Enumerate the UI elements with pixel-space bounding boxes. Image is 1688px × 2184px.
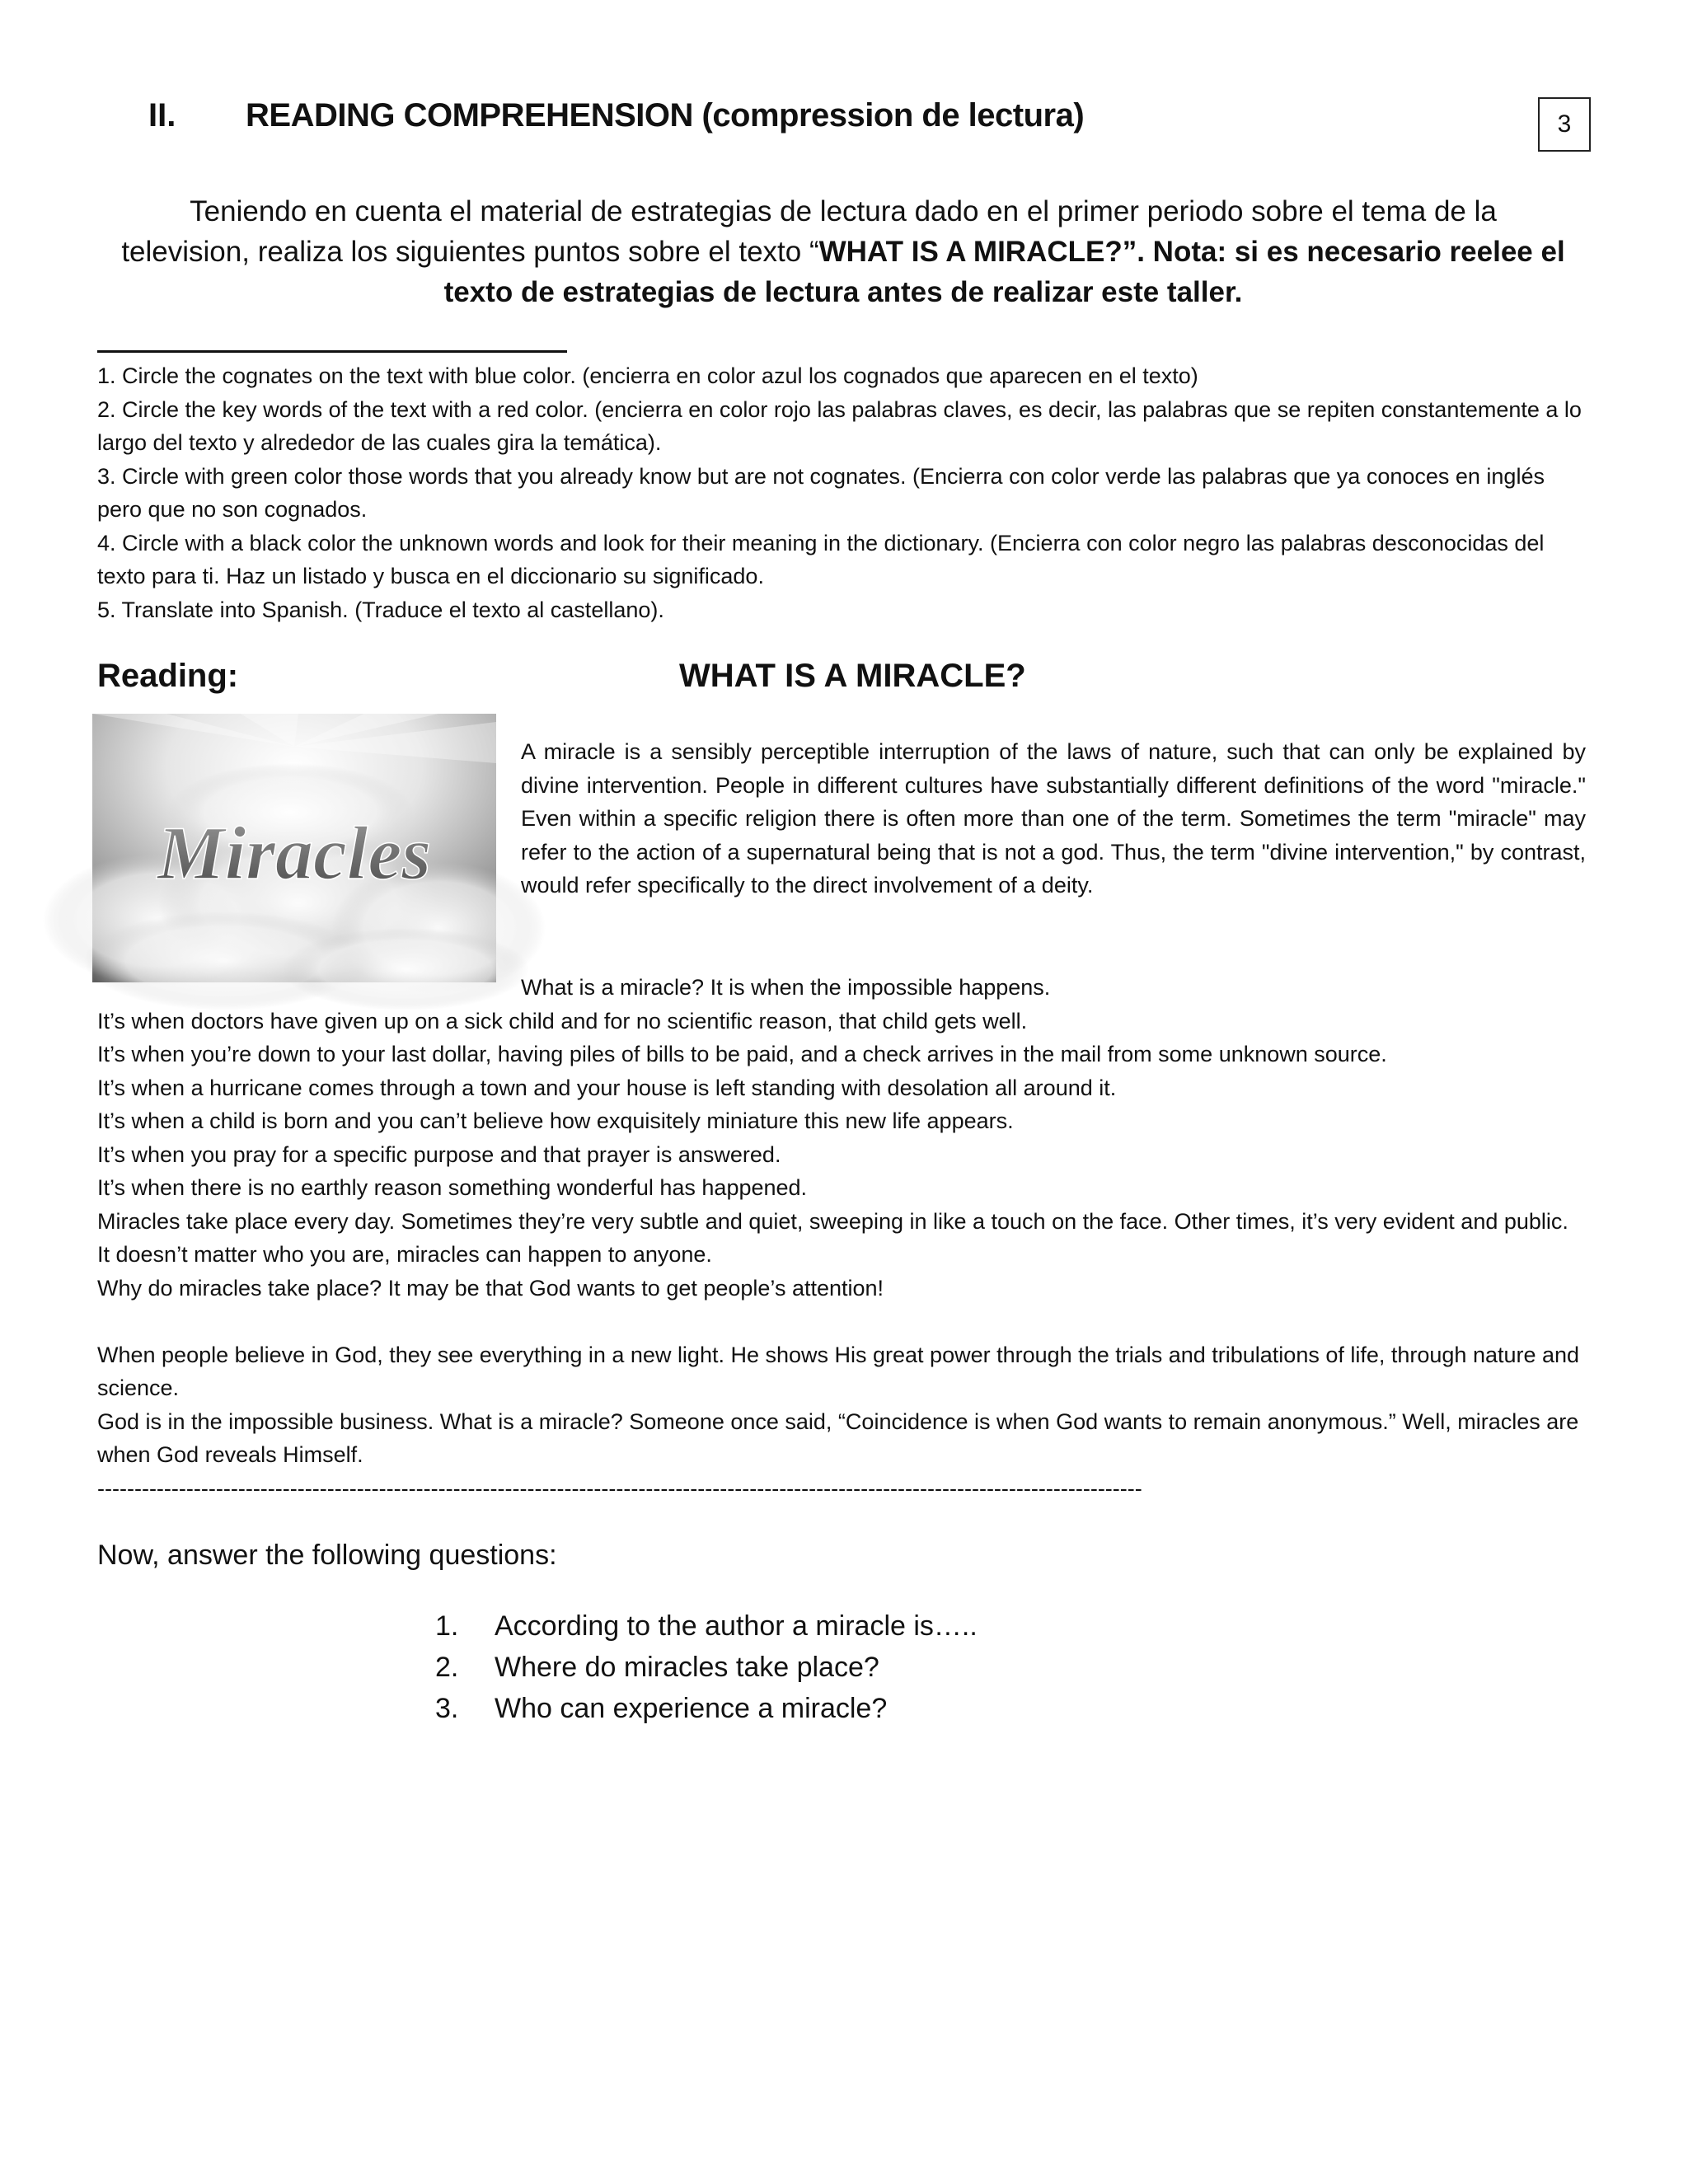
paragraph-text: A miracle is a sensibly perceptible interruption of the laws of nature, such that can only be explained by divine intervention. People in different cultures have substantially different definitions of the word "miracle." Even within a specific religion there is often more than one of the term. Sometimes the term "miracle" may refer to the action of a supernatural being that is not a god. Thus, the term "divine intervention," by contrast, would refer specifically to the direct involvement of a deity. <box>521 739 1586 898</box>
question-number: 3. <box>435 1693 459 1724</box>
question-number: 2. <box>435 1652 459 1683</box>
question-text: Who can experience a miracle? <box>495 1693 888 1724</box>
instruction-item: 3. Circle with green color those words that you already know but are not cognates. (Encierra con color verde las palabras que ya conoces en inglés pero que no son cognados. <box>97 463 1545 522</box>
intro-line-1: Teniendo en cuenta el material de estrategias de lectura dado en el primer periodo sobre el tema de la <box>190 195 1497 227</box>
miracles-cloud-picture <box>92 714 496 982</box>
question-text: Where do miracles take place? <box>495 1652 879 1683</box>
section-title: READING COMPREHENSION (compression de lectura) <box>246 97 1085 134</box>
body-line: God is in the impossible business. What is a miracle? Someone once said, “Coincidence is when God wants to remain anonymous.” Well, miracles are when God reveals Himself. <box>97 1408 1579 1467</box>
body-line: It’s when you pray for a specific purpose and that prayer is answered. <box>97 1141 781 1167</box>
reading-label: Reading: <box>97 658 239 694</box>
question-number: 1. <box>435 1610 459 1642</box>
intro-bold-text: WHAT IS A MIRACLE?”. Nota: si es necesario reelee el texto de estrategias de lectura antes de realizar este taller. <box>443 236 1565 308</box>
dashed-separator: --------------------------------------------------------------------------------------------------------------------------------------------- <box>97 1475 1142 1501</box>
body-line: It’s when a child is born and you can’t believe how exquisitely miniature this new life appears. <box>97 1108 1014 1133</box>
question-item <box>435 1688 978 1729</box>
intro-line-2: television, realiza los siguientes puntos sobre el texto “ <box>121 236 819 268</box>
body-line: When people believe in God, they see everything in a new light. He shows His great power through the trials and tribulations of life, through nature and science. <box>97 1342 1580 1400</box>
questions-list <box>435 1605 978 1729</box>
body-line: What is a miracle? It is when the impossible happens. <box>521 975 1051 1000</box>
divider-rule <box>97 350 567 353</box>
question-text: According to the author a miracle is….. <box>495 1610 978 1642</box>
reading-title: WHAT IS A MIRACLE? <box>679 658 1026 694</box>
body-line: Why do miracles take place? It may be that God wants to get people’s attention! <box>97 1275 884 1301</box>
reading-body <box>97 971 1586 1505</box>
miracles-image <box>92 714 496 982</box>
questions-prompt: Now, answer the following questions: <box>97 1540 557 1571</box>
body-line: It’s when a hurricane comes through a town and your house is left standing with desolation all around it. <box>97 1075 1117 1100</box>
body-line: It’s when there is no earthly reason something wonderful has happened. <box>97 1175 808 1200</box>
intro-paragraph <box>97 191 1589 312</box>
instruction-item: 4. Circle with a black color the unknown words and look for their meaning in the dictionary. (Encierra con color negro las palabras desconocidas del texto para ti. Haz un listado y busca en el diccionario su significado. <box>97 530 1545 588</box>
instruction-item: 5. Translate into Spanish. (Traduce el texto al castellano). <box>97 597 664 622</box>
definition-paragraph <box>521 735 1586 902</box>
section-number: II. <box>148 97 176 134</box>
instruction-item: 2. Circle the key words of the text with a red color. (encierra en color rojo las palabras claves, es decir, las palabras que se repiten constantemente a lo largo del texto y alrededor de las cuales gira la temática). <box>97 396 1582 455</box>
instruction-item: 1. Circle the cognates on the text with blue color. (encierra en color azul los cognados que aparecen en el texto) <box>97 363 1198 388</box>
page-number-box <box>1538 97 1591 152</box>
paragraph-gap <box>97 1305 1586 1338</box>
page-number: 3 <box>1557 110 1572 138</box>
image-word: Miracles <box>157 811 432 895</box>
question-item <box>435 1605 978 1647</box>
instructions-list <box>97 359 1589 626</box>
body-line: It’s when you’re down to your last dollar, having piles of bills to be paid, and a check arrives in the mail from some unknown source. <box>97 1042 1387 1066</box>
body-line: Miracles take place every day. Sometimes they’re very subtle and quiet, sweeping in like a touch on the face. Other times, it’s very evident and public. It doesn’t matter who you are, miracles can happen to anyone. <box>97 1208 1568 1267</box>
question-item <box>435 1647 978 1688</box>
body-line: It’s when doctors have given up on a sick child and for no scientific reason, that child gets well. <box>97 1008 1028 1033</box>
